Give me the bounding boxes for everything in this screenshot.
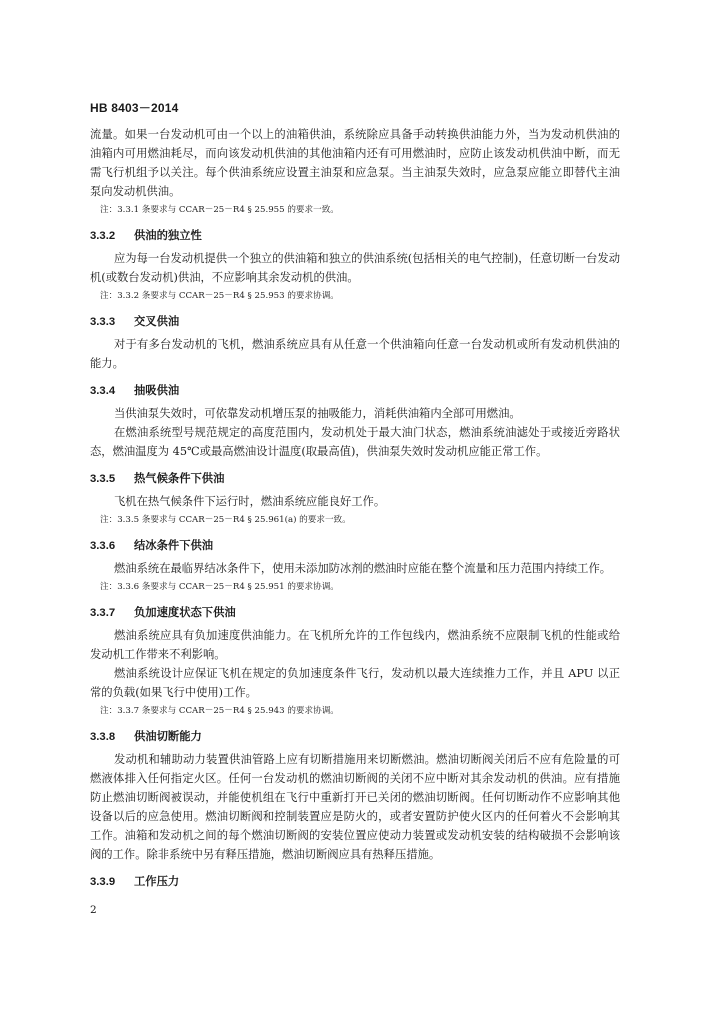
section-heading-3-3-2: [90, 227, 620, 245]
section-title: 结冰条件下供油: [134, 540, 214, 552]
section-heading-3-3-3: [90, 313, 620, 331]
section-number: 3.3.5: [90, 473, 116, 485]
paragraph-3-3-5: 飞机在热气候条件下运行时，燃油系统应能良好工作。: [114, 495, 386, 508]
section-number: 3.3.7: [90, 607, 116, 619]
section-title: 热气候条件下供油: [134, 473, 225, 485]
section-title: 负加速度状态下供油: [134, 607, 236, 619]
section-title: 交叉供油: [134, 316, 180, 328]
paragraph-3-3-7-a: 燃油系统应具有负加速度供油能力。在飞机所允许的工作包线内，燃油系统不应限制飞机的性能或给发动机工作带来不利影响。: [90, 629, 620, 661]
intro-paragraph: 流量。如果一台发动机可由一个以上的油箱供油，系统除应具备手动转换供油能力外，当为发动机供油的油箱内可用燃油耗尽，而向该发动机供油的其他油箱内还有可用燃油时，应防止该发动机供油中断，而无需飞行机组予以关注。每个供油系统应设置主油泵和应急泵。当主油泵失效时，应急泵应能立即替代主油泵向发动机供油。: [90, 128, 620, 198]
section-number: 3.3.2: [90, 230, 116, 242]
paragraph-3-3-3: 对于有多台发动机的飞机，燃油系统应具有从任意一个供油箱向任意一台发动机或所有发动机供油的能力。: [90, 338, 620, 370]
paragraph-3-3-4-b: 在燃油系统型号规范规定的高度范围内，发动机处于最大油门状态，燃油系统油滤处于或接近旁路状态，燃油温度为 45℃或最高燃油设计温度(取最高值)，供油泵失效时发动机应能正常工作。: [90, 426, 620, 458]
paragraph-3-3-4-a: 当供油泵失效时，可依靠发动机增压泵的抽吸能力，消耗供油箱内全部可用燃油。: [114, 407, 521, 420]
paragraph-3-3-7-b: 燃油系统设计应保证飞机在规定的负加速度条件飞行，发动机以最大连续推力工作，并且 APU 以正常的负载(如果飞行中使用)工作。: [90, 667, 620, 699]
note-3-3-6: 注：3.3.6 条要求与 CCAR－25－R4 § 25.951 的要求协调。: [100, 582, 339, 592]
section-title: 工作压力: [134, 876, 180, 888]
section-number: 3.3.8: [90, 731, 116, 743]
section-heading-3-3-5: [90, 470, 620, 488]
paragraph-3-3-2: 应为每一台发动机提供一个独立的供油箱和独立的供油系统(包括相关的电气控制)，任意切断一台发动机(或数台发动机)供油，不应影响其余发动机的供油。: [90, 252, 620, 284]
standard-code-header: HB 8403－2014: [90, 101, 179, 115]
section-number: 3.3.4: [90, 385, 116, 397]
page-number: 2: [90, 904, 97, 916]
page-content: [90, 125, 620, 895]
paragraph-3-3-8: 发动机和辅助动力装置供油管路上应有切断措施用来切断燃油。燃油切断阀关闭后不应有危险量的可燃液体排入任何指定火区。任何一台发动机的燃油切断阀的关闭不应中断对其余发动机的供油。应有措施防止燃油切断阀被误动，并能使机组在飞行中重新打开已关闭的燃油切断阀。任何切断动作不应影响其他设备以后的应急使用。燃油切断阀和控制装置应是防火的，或者安置防护使火区内的任何着火不会影响其工作。油箱和发动机之间的每个燃油切断阀的安装位置应使动力装置或发动机安装的结构破损不会影响该阀的工作。除非系统中另有释压措施，燃油切断阀应具有热释压措施。: [90, 753, 620, 861]
section-title: 供油的独立性: [134, 230, 202, 242]
note-3-3-1: 注：3.3.1 条要求与 CCAR－25－R4 § 25.955 的要求一致。: [100, 205, 339, 215]
note-3-3-2: 注：3.3.2 条要求与 CCAR－25－R4 § 25.953 的要求协调。: [100, 291, 339, 301]
paragraph-3-3-6: 燃油系统在最临界结冰条件下，使用未添加防冰剂的燃油时应能在整个流量和压力范围内持续工作。: [114, 562, 612, 575]
section-title: 抽吸供油: [134, 385, 180, 397]
section-heading-3-3-8: [90, 728, 620, 746]
section-number: 3.3.3: [90, 316, 116, 328]
section-heading-3-3-6: [90, 537, 620, 555]
section-heading-3-3-7: [90, 604, 620, 622]
section-number: 3.3.6: [90, 540, 116, 552]
note-3-3-7: 注：3.3.7 条要求与 CCAR－25－R4 § 25.943 的要求协调。: [100, 706, 339, 716]
section-heading-3-3-4: [90, 382, 620, 400]
section-number: 3.3.9: [90, 876, 116, 888]
section-heading-3-3-9: [90, 873, 620, 891]
note-3-3-5: 注：3.3.5 条要求与 CCAR－25－R4 § 25.961(a) 的要求一致。: [100, 515, 351, 525]
section-title: 供油切断能力: [134, 731, 202, 743]
